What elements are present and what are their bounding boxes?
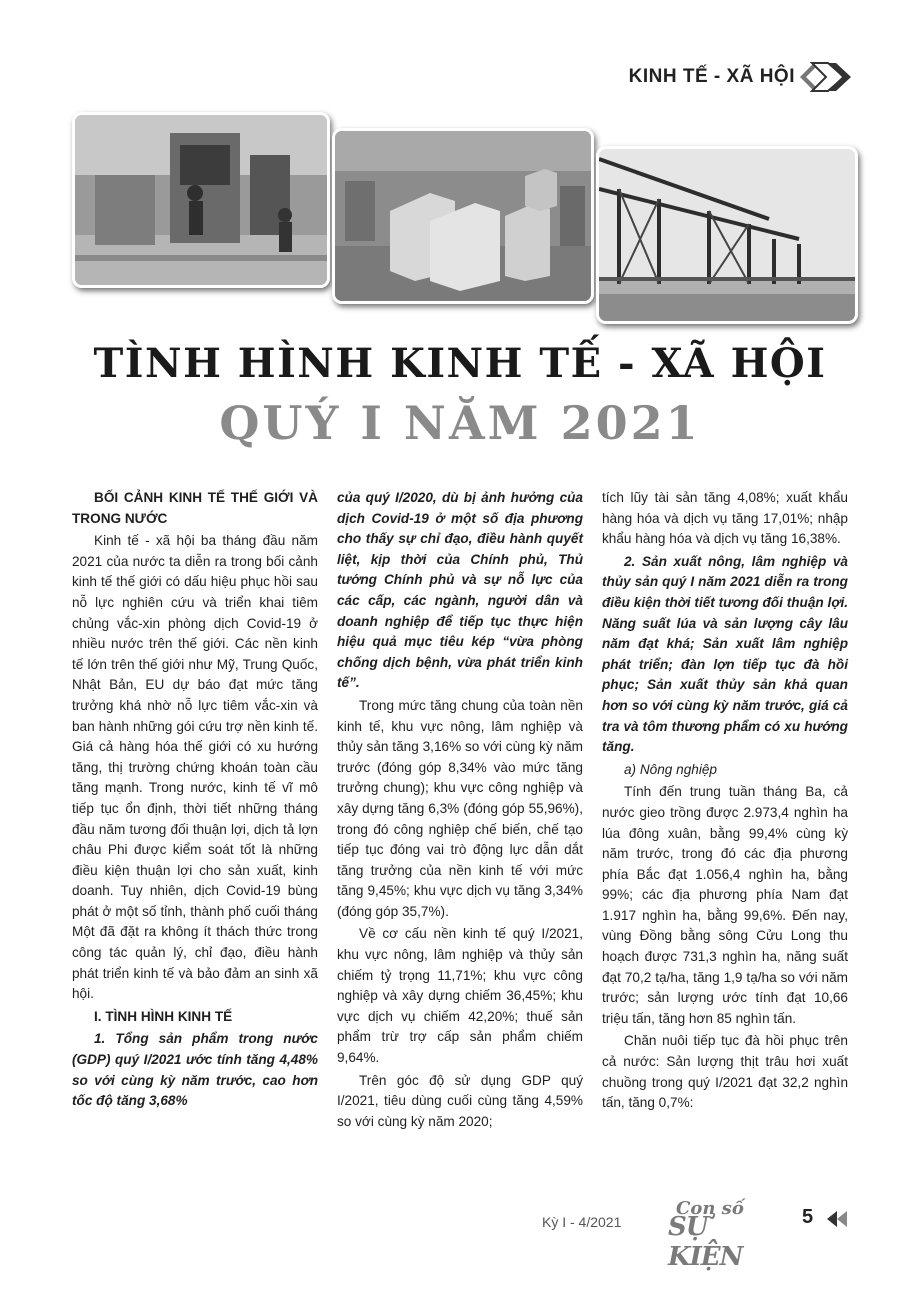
article-column-3 [602,488,848,1116]
port-cranes-photo [596,146,858,324]
section-heading: I. TÌNH HÌNH KINH TẾ [94,1008,233,1024]
double-chevron-right-icon [798,60,852,94]
paragraph: 1. Tổng sản phẩm trong nước (GDP) quý I/2021 ước tính tăng 4,48% so với cùng kỳ năm trước, cao hơn tốc độ tăng 3,68% [72,1031,318,1109]
article-column-1 [72,488,318,1114]
paragraph: Chăn nuôi tiếp tục đà hồi phục trên cả nước: Sản lượng thịt trâu hơi xuất chuồng trong quý I/2021 đạt 32,2 nghìn tấn, tăng 0,7%: [602,1033,848,1111]
logo-line-2: SỰ KIỆN [668,1212,743,1272]
paragraph: Trong mức tăng chung của toàn nền kinh tế, khu vực nông, lâm nghiệp và thủy sản tăng 3,16% so với cùng kỳ năm trước (đóng góp 8,34% vào mức tăng trưởng chung); khu vực công nghiệp và xây dựng tăng 6,3% (đóng góp 55,96%), trong đó công nghiệp chế biến, chế tạo tiếp tục đóng vai trò động lực dẫn dắt tăng trưởng của nền kinh tế với mức tăng 9,45%; khu vực dịch vụ tăng 3,34% (đóng góp 35,7%). [337,697,583,919]
article-column-2 [337,488,583,1134]
paragraph: Tính đến trung tuần tháng Ba, cả nước gieo trồng được 2.973,4 nghìn ha lúa đông xuân, bằng 99,4% cùng kỳ năm trước, trong đó các địa phương phía Bắc đạt 1.056,4 nghìn ha, bằng 99%; các địa phương phía Nam đạt 1.917 nghìn ha, bằng 99,6%. Đến nay, vùng Đồng bằng sông Cửu Long thu hoạch được 731,3 nghìn ha, năng suất đạt 70,2 tạ/ha, tăng 1,9 tạ/ha so với năm trước; sản lượng ước tính đạt 10,66 triệu tấn, tăng hơn 85 nghìn tấn. [602,784,848,1026]
paragraph: Trên góc độ sử dụng GDP quý I/2021, tiêu dùng cuối cùng tăng 4,59% so với cùng kỳ năm 2020; [337,1072,583,1129]
paragraph: của quý I/2020, dù bị ảnh hưởng của dịch Covid-19 ở một số địa phương cho thấy sự chỉ đạo, điều hành quyết liệt, kịp thời của Chính phủ, Thủ tướng Chính phủ và sự nỗ lực của các cấp, các ngành, người dân và doanh nghiệp để tiếp tục thực hiện hiệu quả mục tiêu kép “vừa phòng chống dịch bệnh, vừa phát triển kinh tế”. [337,490,583,691]
article-title: TÌNH HÌNH KINH TẾ - XÃ HỘI [93,340,827,387]
issue-label: Kỳ I - 4/2021 [542,1214,622,1230]
apartment-buildings-aerial-photo [332,128,594,304]
factory-workers-photo [72,112,330,288]
paragraph: Kinh tế - xã hội ba tháng đầu năm 2021 của nước ta diễn ra trong bối cảnh kinh tế thế giới có dấu hiệu phục hồi sau nỗ lực nghiên cứu và triển khai tiêm chủng vắc-xin phòng dịch Covid-19 ở nhiều nước trên thế giới. Các nền kinh tế lớn trên thế giới như Mỹ, Trung Quốc, Nhật Bản, EU dự báo đạt mức tăng trưởng khá nhờ nỗ lực tiêm vắc-xin và ban hành những gói cứu trợ nền kinh tế. Giá cả hàng hóa thế giới có xu hướng tăng, thị trường chứng khoán toàn cầu tăng mạnh. Trong nước, kinh tế vĩ mô tiếp tục ổn định, thời tiết những tháng đầu năm tương đối thuận lợi, dịch tả lợn châu Phi được kiểm soát tốt là những điều kiện thuận lợi cho sản xuất, kinh doanh. Tuy nhiên, dịch Covid-19 bùng phát ở một số tỉnh, thành phố cuối tháng Một đã đặt ra không ít thách thức trong công tác quản lý, chỉ đạo, điều hành phát triển kinh tế và bảo đảm an sinh xã hội. [72,533,318,1002]
double-chevron-left-icon [826,1210,852,1228]
article-subtitle: QUÝ I NĂM 2021 [219,396,701,450]
section-label: KINH TẾ - XÃ HỘI [628,66,795,87]
section-heading: BỐI CẢNH KINH TẾ THẾ GIỚI VÀ TRONG NƯỚC [72,490,318,526]
subsection-heading: a) Nông nghiệp [624,761,717,777]
paragraph: tích lũy tài sản tăng 4,08%; xuất khẩu hàng hóa và dịch vụ tăng 17,01%; nhập khẩu hàng hóa và dịch vụ tăng 16,38%. [602,490,848,547]
page-number: 5 [802,1206,814,1228]
paragraph: Về cơ cấu nền kinh tế quý I/2021, khu vực nông, lâm nghiệp và thủy sản chiếm tỷ trọng 11,71%; khu vực công nghiệp và xây dựng chiếm 36,45%; khu vực dịch vụ chiếm 42,20%; thuế sản phẩm trừ trợ cấp sản phẩm chiếm 9,64%. [337,926,583,1066]
logo-line-1: Con số [676,1198,744,1219]
paragraph: 2. Sản xuất nông, lâm nghiệp và thủy sản quý I năm 2021 diễn ra trong điều kiện thời tiết tương đối thuận lợi. Năng suất lúa và sản lượng cây lâu năm đạt khá; Sản xuất lâm nghiệp phát triển; đàn lợn tiếp tục đà hồi phục; Sản xuất thủy sản khả quan hơn so với cùng kỳ năm trước, giá cả tra và tôm thương phẩm có xu hướng tăng. [602,553,848,755]
magazine-logo [668,1198,786,1272]
